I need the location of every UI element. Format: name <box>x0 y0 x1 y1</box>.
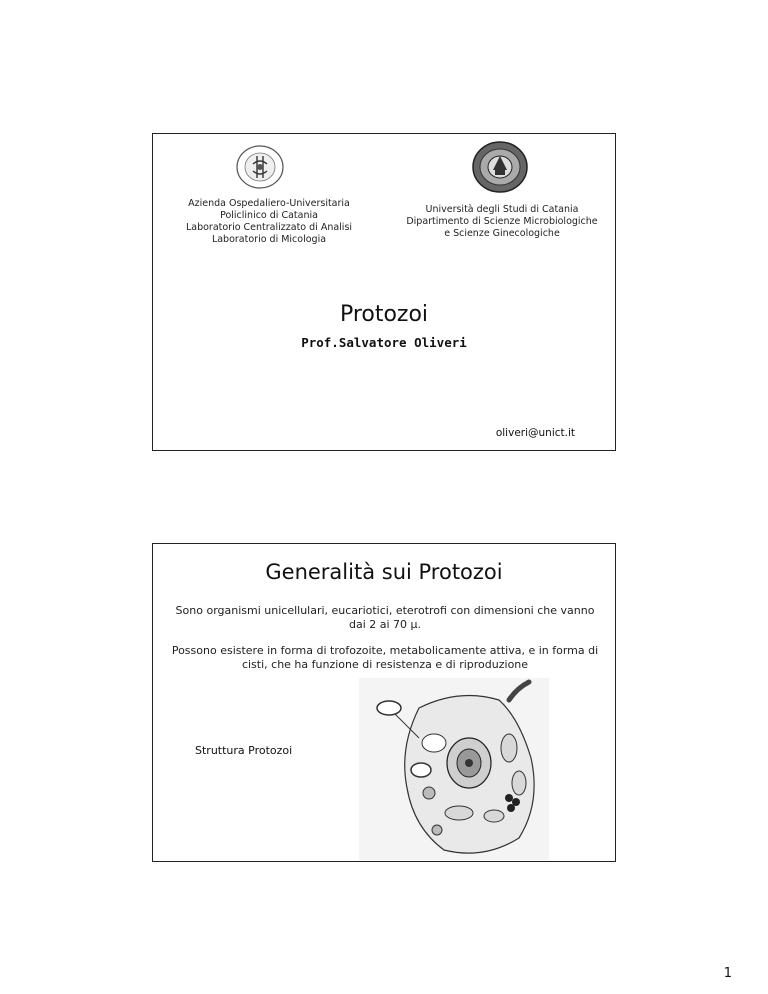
page-number: 1 <box>723 966 732 981</box>
author-name: Prof.Salvatore Oliveri <box>301 335 467 350</box>
paragraph-forms: Possono esistere in forma di trofozoite, metabolicamente attiva, e in forma di cisti, che ha funzione di resistenza e di riproduzione <box>171 644 599 671</box>
paragraph-definition: Sono organismi unicellulari, eucariotici, eterotrofi con dimensioni che vanno dai 2 ai 70 μ. <box>175 604 595 631</box>
slide-title-text: Generalità sui Protozoi <box>265 560 503 584</box>
institution-line: Dipartimento di Scienze Microbiologiche <box>406 216 598 227</box>
left-institution-text <box>169 198 369 246</box>
right-institution-text <box>397 204 607 240</box>
institution-line: Università degli Studi di Catania <box>425 204 579 215</box>
protozoa-structure-diagram <box>359 678 549 860</box>
slide-title-text: Protozoi <box>339 302 429 327</box>
institution-line: Azienda Ospedaliero-Universitaria <box>188 198 350 209</box>
university-seal-logo <box>471 140 529 194</box>
institution-line: e Scienze Ginecologiche <box>444 228 560 239</box>
institution-line: Laboratorio Centralizzato di Analisi <box>185 222 353 233</box>
figure-caption: Struttura Protozoi <box>195 744 293 757</box>
institution-line: Laboratorio di Micologia <box>211 234 327 245</box>
slide-title <box>152 133 616 451</box>
email-text: oliveri@unict.it <box>495 427 575 439</box>
slide-generalita <box>152 543 616 862</box>
institution-line: Policlinico di Catania <box>220 210 318 221</box>
policlinico-logo <box>235 144 285 190</box>
